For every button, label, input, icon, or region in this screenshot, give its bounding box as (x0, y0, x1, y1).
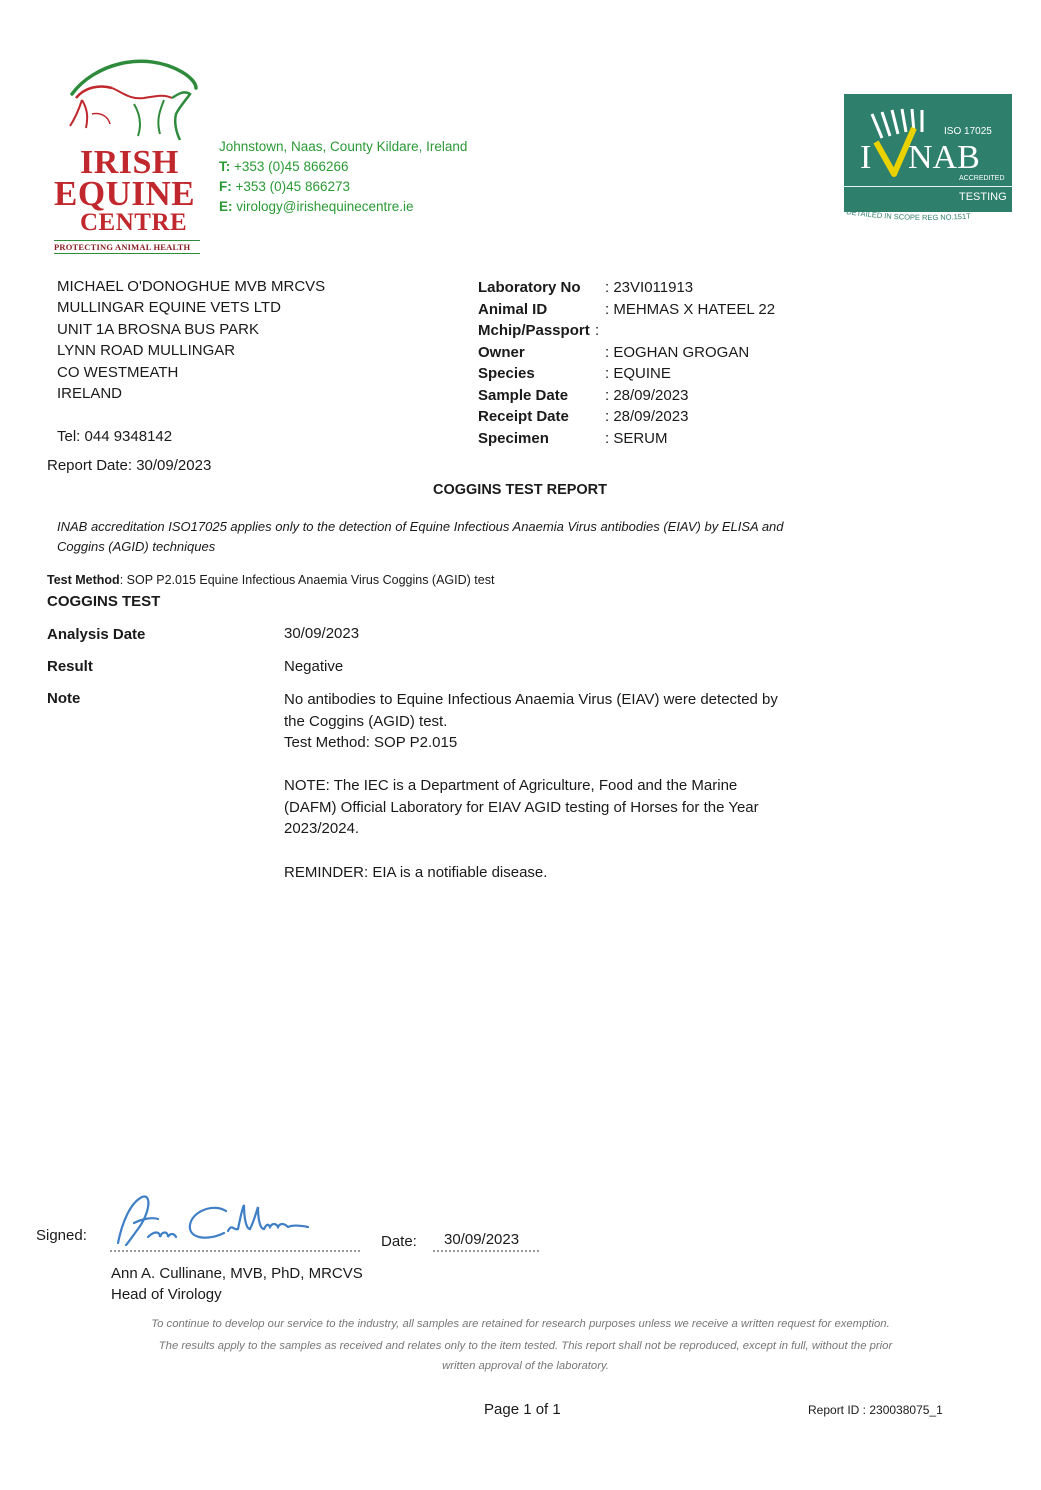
detail-label: Specimen (478, 430, 549, 447)
detail-value: : MEHMAS X HATEEL 22 (605, 301, 776, 318)
inab-testing: TESTING (959, 191, 1007, 203)
inab-accreditation-badge (842, 92, 1014, 227)
svg-text:I: I (860, 139, 872, 176)
signature-line (110, 1250, 360, 1252)
logo-word-equine: EQUINE (54, 174, 196, 213)
inab-name: NAB (908, 139, 980, 176)
report-title: COGGINS TEST REPORT (433, 482, 608, 498)
contact-fax-label: F: (219, 179, 232, 194)
note2-line: NOTE: The IEC is a Department of Agriculture, Food and the Marine (284, 777, 738, 794)
report-date: Report Date: 30/09/2023 (47, 457, 212, 474)
logo-word-irish: IRISH (80, 144, 179, 181)
detail-value: : 28/09/2023 (605, 387, 689, 404)
note-line: Test Method: SOP P2.015 (284, 734, 458, 751)
footer-line: written approval of the laboratory. (442, 1360, 609, 1372)
logo-rule-top (54, 240, 200, 241)
handwritten-signature (108, 1193, 328, 1251)
recipient-line: LYNN ROAD MULLINGAR (57, 342, 236, 359)
logo-tagline: PROTECTING ANIMAL HEALTH (54, 242, 191, 252)
detail-label: Species (478, 365, 535, 382)
note2-line: 2023/2024. (284, 820, 360, 837)
logo-rule-bottom (54, 253, 200, 254)
inab-scope: DETAILED IN SCOPE REG NO.151T (845, 207, 971, 223)
test-method-value: : SOP P2.015 Equine Infectious Anaemia Virus Coggins (AGID) test (119, 573, 495, 587)
recipient-line: MICHAEL O'DONOGHUE MVB MRCVS (57, 278, 326, 295)
recipient-line: MULLINGAR EQUINE VETS LTD (57, 299, 281, 316)
test-method-label: Test Method (47, 573, 120, 587)
result-label: Result (47, 658, 93, 675)
irish-equine-centre-logo (52, 52, 212, 262)
note-label: Note (47, 690, 81, 707)
reminder: REMINDER: EIA is a notifiable disease. (284, 864, 548, 881)
signatory-name: Ann A. Cullinane, MVB, PhD, MRCVS (111, 1265, 363, 1282)
recipient-line: CO WESTMEATH (57, 364, 179, 381)
signatory-title: Head of Virology (111, 1286, 222, 1303)
detail-label: Animal ID (478, 301, 548, 318)
detail-value: : EQUINE (605, 365, 671, 382)
inab-accredited: ACCREDITED (959, 175, 1005, 182)
accreditation-note-line: INAB accreditation ISO17025 applies only to the detection of Equine Infectious Anaemia Virus antibodies (EIAV) by ELISA and (57, 519, 784, 534)
note2-line: (DAFM) Official Laboratory for EIAV AGID testing of Horses for the Year (284, 799, 759, 816)
detail-value: : 23VI011913 (605, 279, 694, 296)
report-id: Report ID : 230038075_1 (808, 1403, 943, 1417)
date-value: 30/09/2023 (444, 1231, 520, 1248)
note-line: No antibodies to Equine Infectious Anaemia Virus (EIAV) were detected by (284, 691, 778, 708)
horse-arc-logo-icon (64, 54, 214, 146)
footer-line: The results apply to the samples as received and relates only to the item tested. This report shall not be reproduced, except in full, without the prior (158, 1340, 893, 1352)
detail-label: Laboratory No (478, 279, 581, 296)
detail-value: : 28/09/2023 (605, 408, 689, 425)
detail-label: Sample Date (478, 387, 569, 404)
detail-value: : (595, 322, 600, 339)
analysis-date-label: Analysis Date (47, 626, 146, 643)
accreditation-note-line: Coggins (AGID) techniques (57, 539, 216, 554)
footer-line: To continue to develop our service to the industry, all samples are retained for research purposes unless we receive a written request for exemption. (151, 1318, 890, 1330)
contact-address: Johnstown, Naas, County Kildare, Ireland (219, 139, 468, 154)
contact-email-label: E: (219, 199, 233, 214)
detail-value: : SERUM (605, 430, 668, 447)
recipient-line: IRELAND (57, 385, 123, 402)
detail-label: Receipt Date (478, 408, 569, 425)
logo-word-centre: CENTRE (80, 209, 188, 236)
detail-value: : EOGHAN GROGAN (605, 344, 750, 361)
test-method (47, 573, 494, 587)
recipient-line: UNIT 1A BROSNA BUS PARK (57, 321, 260, 338)
contact-email-value[interactable]: virology@irishequinecentre.ie (236, 199, 414, 214)
contact-phone-value: +353 (0)45 866266 (234, 159, 349, 174)
section-title: COGGINS TEST (47, 593, 161, 610)
recipient-tel: Tel: 044 9348142 (57, 428, 173, 445)
result-value: Negative (284, 658, 344, 675)
signed-label: Signed: (36, 1227, 87, 1244)
date-line (433, 1250, 539, 1252)
contact-fax (219, 179, 350, 194)
date-label: Date: (381, 1233, 417, 1250)
detail-label: Owner (478, 344, 525, 361)
contact-phone (219, 159, 349, 174)
contact-email[interactable] (219, 199, 414, 214)
detail-label: Mchip/Passport (478, 322, 590, 339)
contact-phone-label: T: (219, 159, 231, 174)
page-number: Page 1 of 1 (484, 1401, 561, 1418)
contact-fax-value: +353 (0)45 866273 (235, 179, 350, 194)
note-line: the Coggins (AGID) test. (284, 713, 448, 730)
analysis-date-value: 30/09/2023 (284, 625, 360, 642)
inab-iso: ISO 17025 (944, 126, 992, 137)
